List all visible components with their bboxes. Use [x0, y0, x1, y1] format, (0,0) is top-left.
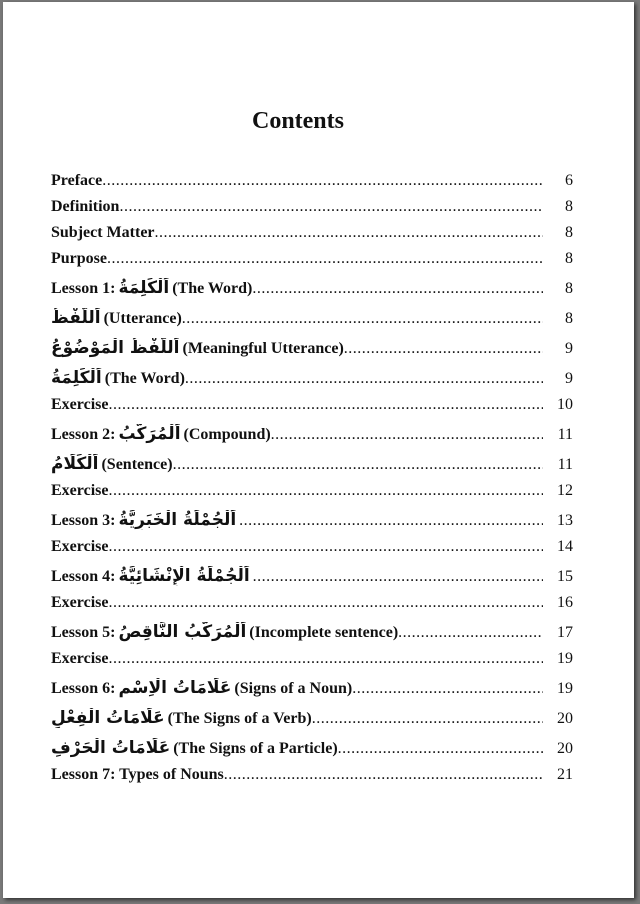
- dot-leader: [182, 310, 543, 328]
- toc-page-number: 9: [565, 340, 573, 357]
- dot-leader: [108, 538, 543, 556]
- toc-entry-text: [51, 738, 543, 758]
- toc-entry-text: [51, 338, 543, 358]
- toc-entry-label: Lesson 7: Types of Nouns: [51, 766, 224, 783]
- dot-leader: [108, 650, 543, 668]
- toc-entry[interactable]: [51, 530, 573, 556]
- toc-entry-text: [51, 538, 543, 556]
- toc-page-number: 15: [557, 568, 573, 585]
- dot-leader: [312, 710, 543, 728]
- toc-entry-text: [51, 594, 543, 612]
- toc-entry-label: Definition: [51, 198, 120, 215]
- toc-entry-label: Lesson 1:: [51, 280, 116, 297]
- dot-leader: [352, 680, 543, 698]
- toc-entry-translation: (Signs of a Noun): [234, 680, 353, 697]
- toc-entry-arabic-term: اَللَّفْظُ الْمَوْضُوْعُ: [51, 338, 180, 358]
- toc-page-number: 14: [557, 538, 573, 555]
- toc-entry-label: Lesson 3:: [51, 512, 116, 529]
- toc-entry-arabic-term: اَلْكَلِمَةُ: [118, 278, 170, 298]
- dot-leader: [155, 224, 543, 242]
- toc-entry-translation: (Sentence): [101, 456, 173, 473]
- toc-entry-text: [51, 278, 543, 298]
- toc-entry-label: Lesson 6:: [51, 680, 116, 697]
- toc-entry[interactable]: [51, 216, 573, 242]
- toc-entry-text: [51, 708, 543, 728]
- toc-entry-arabic-term: اَلْمُرَكَّبُ النَّاقِصُ: [118, 622, 247, 642]
- toc-entry[interactable]: [51, 190, 573, 216]
- dot-leader: [108, 594, 543, 612]
- toc-entry-arabic-term: اَلْجُمْلَةُ الْإِنْشَائِيَّةُ: [118, 566, 250, 586]
- toc-entry[interactable]: [51, 388, 573, 414]
- document-page: [3, 2, 634, 898]
- toc-entry-arabic-term: عَلَامَاتُ الْاِسْمِ: [118, 678, 232, 698]
- toc-entry-text: [51, 566, 543, 586]
- toc-entry-text: [51, 454, 543, 474]
- toc-page-number: 20: [557, 710, 573, 727]
- toc-entry-arabic-term: اَلْمُرَكَّبُ: [118, 424, 181, 444]
- dot-leader: [108, 396, 543, 414]
- dot-leader: [173, 456, 543, 474]
- toc-entry-text: [51, 424, 543, 444]
- toc-entry[interactable]: [51, 268, 573, 298]
- dot-leader: [119, 198, 543, 216]
- toc-page-number: 19: [557, 650, 573, 667]
- dot-leader: [224, 766, 543, 784]
- toc-entry-label: Exercise: [51, 594, 109, 611]
- toc-entry-arabic-term: اَللَّفْظُ: [51, 308, 101, 328]
- toc-entry-text: [51, 678, 543, 698]
- toc-entry[interactable]: [51, 758, 573, 784]
- table-of-contents: [51, 164, 573, 784]
- toc-entry[interactable]: [51, 414, 573, 444]
- toc-page-number: 21: [557, 766, 573, 783]
- toc-entry[interactable]: [51, 642, 573, 668]
- toc-entry-translation: (The Word): [104, 370, 185, 387]
- toc-entry[interactable]: [51, 698, 573, 728]
- toc-entry-arabic-term: عَلَامَاتُ الْفِعْلِ: [51, 708, 165, 728]
- toc-entry-text: [51, 766, 543, 784]
- toc-entry-label: Subject Matter: [51, 224, 155, 241]
- toc-entry-label: Purpose: [51, 250, 107, 267]
- toc-page-number: 11: [557, 456, 573, 473]
- toc-entry-text: [51, 250, 543, 268]
- toc-entry-label: Lesson 5:: [51, 624, 116, 641]
- toc-entry[interactable]: [51, 500, 573, 530]
- toc-page-number: 8: [565, 224, 573, 241]
- toc-entry-text: [51, 396, 543, 414]
- dot-leader: [107, 250, 543, 268]
- dot-leader: [398, 624, 543, 642]
- toc-page-number: 16: [557, 594, 573, 611]
- toc-entry-text: [51, 482, 543, 500]
- toc-entry-translation: (The Word): [172, 280, 253, 297]
- toc-page-number: 6: [565, 172, 573, 189]
- toc-entry-arabic-term: اَلْجُمْلَةُ الْخَبَرِيَّةُ: [118, 510, 237, 530]
- toc-page-number: 13: [557, 512, 573, 529]
- toc-page-number: 11: [557, 426, 573, 443]
- toc-entry-label: Lesson 2:: [51, 426, 116, 443]
- toc-page-number: 8: [565, 280, 573, 297]
- toc-entry[interactable]: [51, 328, 573, 358]
- toc-entry-text: [51, 308, 543, 328]
- dot-leader: [344, 340, 543, 358]
- dot-leader: [239, 512, 543, 530]
- toc-entry-translation: (The Signs of a Particle): [173, 740, 338, 757]
- toc-entry-translation: (The Signs of a Verb): [167, 710, 312, 727]
- toc-entry-label: Exercise: [51, 396, 109, 413]
- dot-leader: [252, 280, 543, 298]
- toc-entry-translation: (Utterance): [103, 310, 182, 327]
- toc-entry-text: [51, 650, 543, 668]
- toc-entry[interactable]: [51, 242, 573, 268]
- toc-entry-arabic-term: اَلْكَلَامُ: [51, 454, 99, 474]
- toc-entry-arabic-term: اَلْكَلِمَةُ: [51, 368, 102, 388]
- dot-leader: [271, 426, 543, 444]
- toc-entry-translation: (Incomplete sentence): [249, 624, 399, 641]
- toc-entry-text: [51, 510, 543, 530]
- toc-entry[interactable]: [51, 668, 573, 698]
- toc-entry-text: [51, 172, 543, 190]
- toc-entry[interactable]: [51, 612, 573, 642]
- toc-entry-text: [51, 622, 543, 642]
- toc-entry-text: [51, 224, 543, 242]
- toc-entry[interactable]: [51, 358, 573, 388]
- toc-entry-label: Exercise: [51, 650, 109, 667]
- toc-page-number: 8: [565, 310, 573, 327]
- toc-entry-label: Exercise: [51, 538, 109, 555]
- toc-page-number: 8: [565, 250, 573, 267]
- toc-entry[interactable]: [51, 164, 573, 190]
- toc-page-number: 10: [557, 396, 573, 413]
- toc-entry-text: [51, 368, 543, 388]
- toc-page-number: 17: [557, 624, 573, 641]
- toc-entry-translation: (Meaningful Utterance): [182, 340, 344, 357]
- dot-leader: [102, 172, 543, 190]
- dot-leader: [338, 740, 543, 758]
- toc-entry-translation: (Compound): [183, 426, 271, 443]
- toc-page-number: 8: [565, 198, 573, 215]
- toc-entry-label: Exercise: [51, 482, 109, 499]
- toc-entry-label: Lesson 4:: [51, 568, 116, 585]
- toc-entry-arabic-term: عَلَامَاتُ الْحَرْفِ: [51, 738, 171, 758]
- toc-entry[interactable]: [51, 556, 573, 586]
- toc-page-number: 20: [557, 740, 573, 757]
- toc-entry-text: [51, 198, 543, 216]
- toc-page-number: 9: [565, 370, 573, 387]
- toc-entry[interactable]: [51, 586, 573, 612]
- toc-entry[interactable]: [51, 298, 573, 328]
- dot-leader: [253, 568, 543, 586]
- dot-leader: [185, 370, 543, 388]
- page-title: Contents: [251, 108, 344, 134]
- toc-page-number: 19: [557, 680, 573, 697]
- toc-entry[interactable]: [51, 728, 573, 758]
- toc-entry-label: Preface: [51, 172, 103, 189]
- toc-entry[interactable]: [51, 444, 573, 474]
- dot-leader: [108, 482, 543, 500]
- toc-entry[interactable]: [51, 474, 573, 500]
- toc-page-number: 12: [557, 482, 573, 499]
